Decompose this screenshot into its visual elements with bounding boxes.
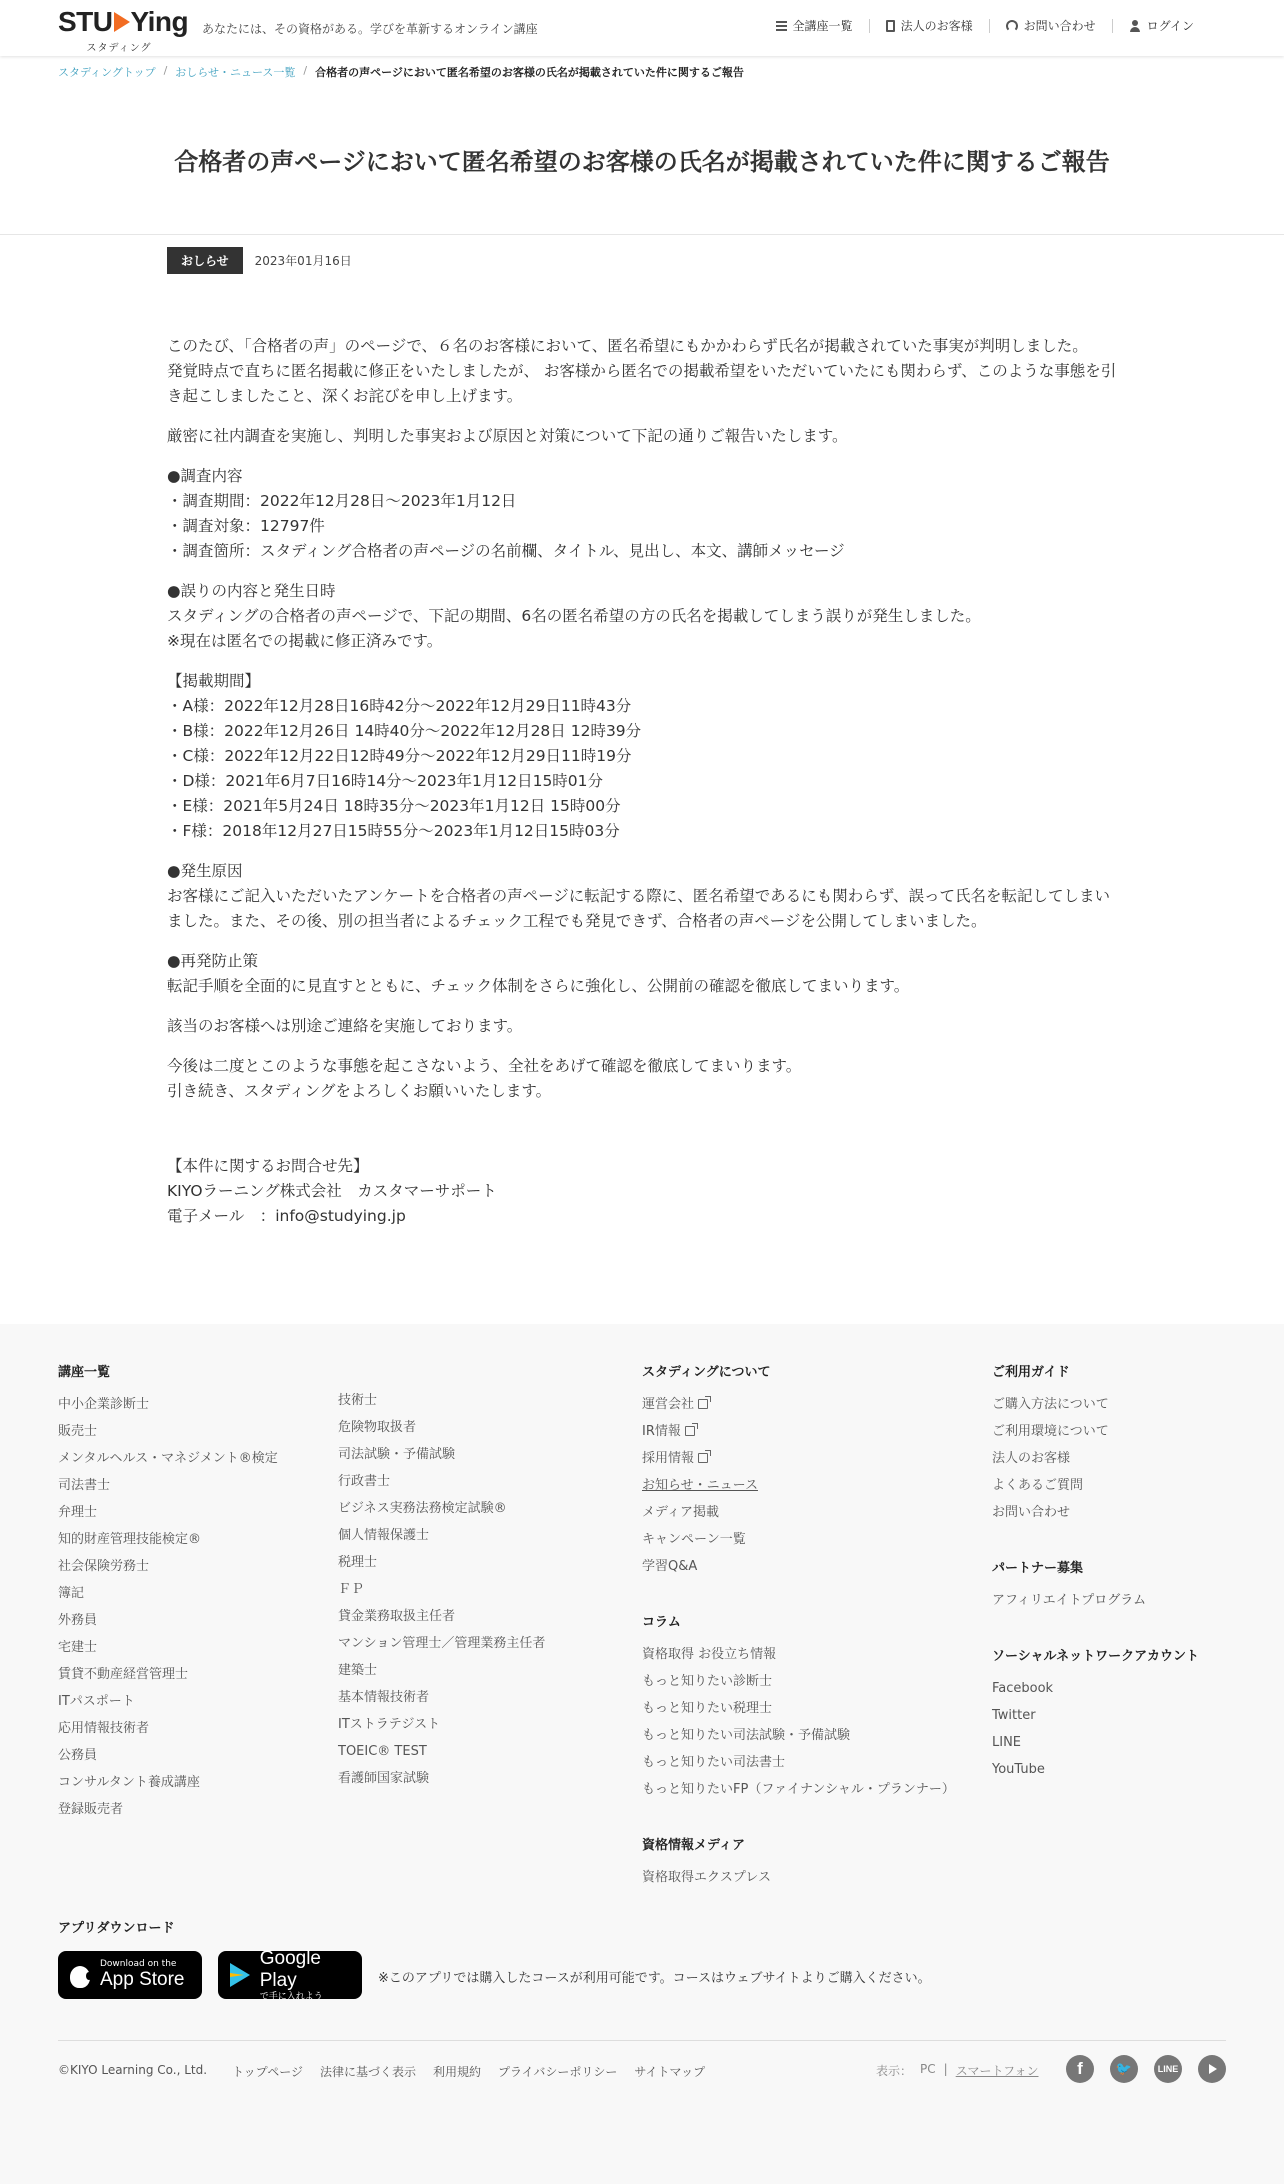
store-big-text: Google Play <box>259 1948 322 1991</box>
store-small-text: Download on the <box>100 1959 177 1969</box>
bottom-link-top[interactable]: トップページ <box>232 2065 303 2079</box>
text-line: ●調査内容 <box>167 467 243 485</box>
text-line: お客様にご記入いただいたアンケートを合格者の声ページに転記する際に、匿名希望であるにも関わらず、誤って氏名を転記してしまいました。また、その後、別の担当者によるチェック工程でも発見できず、合格者の声ページを公開してしまいました。 <box>167 887 1111 930</box>
external-link-icon <box>685 1426 695 1436</box>
footer-courses-col2 <box>338 1361 545 1792</box>
headset-icon <box>1006 20 1018 32</box>
store-text <box>100 1959 185 1991</box>
footer-course-link[interactable]: 行政書士 <box>338 1474 391 1489</box>
store-small-text: で手に入れよう <box>259 1992 323 2002</box>
footer-column-link[interactable]: もっと知りたい司法試験・予備試験 <box>642 1728 851 1743</box>
google-play-button[interactable] <box>218 1948 362 2002</box>
footer-course-link[interactable]: ＦＰ <box>338 1582 365 1597</box>
article-paragraph <box>167 1014 1117 1039</box>
view-pc: PC <box>920 2062 936 2076</box>
text-line: ●誤りの内容と発生日時 <box>167 582 336 600</box>
logo-text-end: Ying <box>130 6 189 37</box>
text-line: ●発生原因 <box>167 862 243 880</box>
facebook-icon[interactable]: f <box>1066 2055 1094 2083</box>
footer-course-link[interactable]: 公務員 <box>58 1748 98 1763</box>
text-line: ※現在は匿名での掲載に修正済みです。 <box>167 632 443 650</box>
site-header <box>0 0 1284 56</box>
store-text <box>260 1948 362 2002</box>
nav-login[interactable] <box>1112 19 1210 33</box>
title-area <box>0 80 1284 235</box>
footer-column-link[interactable]: もっと知りたい診断士 <box>642 1674 773 1689</box>
footer-course-link[interactable]: 看護師国家試験 <box>338 1771 430 1786</box>
footer-list <box>992 1675 1199 1783</box>
user-icon <box>1129 20 1141 32</box>
link-label: 運営会社 <box>642 1397 695 1412</box>
nav-contact[interactable] <box>989 19 1112 33</box>
footer-guide-col <box>992 1361 1199 1783</box>
footer-course-link[interactable]: 基本情報技術者 <box>338 1690 430 1705</box>
footer-column-link[interactable]: もっと知りたい司法書士 <box>642 1755 786 1770</box>
nav-label: ログイン <box>1146 19 1194 33</box>
app-download-heading: アプリダウンロード <box>58 1921 175 1936</box>
footer-link-company[interactable] <box>642 1391 955 1418</box>
footer-about-col <box>642 1361 955 1891</box>
store-big-text: App Store <box>100 1969 185 1990</box>
footer-sns-link[interactable]: YouTube <box>992 1762 1045 1777</box>
footer-heading: 資格情報メディア <box>642 1838 745 1853</box>
text-line: ●再発防止策 <box>167 952 259 970</box>
app-note: ※このアプリでは購入したコースが利用可能です。コースはウェブサイトよりご購入ください。 <box>378 1971 931 1986</box>
footer-course-link[interactable]: 宅建士 <box>58 1640 98 1655</box>
footer-list <box>642 1391 955 1580</box>
footer-heading: ご利用ガイド <box>992 1365 1070 1380</box>
footer-course-link[interactable]: 司法試験・予備試験 <box>338 1447 456 1462</box>
bottom-link-sitemap[interactable]: サイトマップ <box>634 2065 706 2079</box>
text-line: 今後は二度とこのような事態を起こさないよう、全社をあげて確認を徹底してまいります。 <box>167 1057 802 1075</box>
publish-date: 2023年01月16日 <box>254 254 352 268</box>
twitter-icon[interactable]: 🐦 <box>1110 2055 1138 2083</box>
text-line: ・調査対象：12797件 <box>167 517 325 535</box>
footer-link-media[interactable]: メディア掲載 <box>642 1505 719 1520</box>
article-paragraph <box>167 1054 1117 1104</box>
footer-link-news[interactable]: お知らせ・ニュース <box>642 1478 758 1493</box>
article-paragraph <box>167 579 1117 654</box>
bottom-link-privacy[interactable]: プライバシーポリシー <box>497 2065 618 2079</box>
breadcrumb-separator: / <box>163 64 168 77</box>
view-divider: | <box>943 2062 948 2076</box>
bottom-link-legal[interactable]: 法律に基づく表示 <box>319 2065 416 2079</box>
nav-label: 全講座一覧 <box>792 19 853 33</box>
external-link-icon <box>698 1399 708 1409</box>
logo-subtitle: スタディング <box>86 43 152 54</box>
text-line: ・調査期間：2022年12月28日～2023年1月12日 <box>167 492 517 510</box>
footer-guide-link[interactable]: お問い合わせ <box>992 1505 1071 1520</box>
text-line: 厳密に社内調査を実施し、判明した事実および原因と対策について下記の通りご報告いたします。 <box>167 427 848 445</box>
contact-block <box>167 1154 1117 1229</box>
footer-heading: スタディングについて <box>642 1365 771 1380</box>
external-link-icon <box>698 1453 708 1463</box>
category-badge: おしらせ <box>167 247 243 274</box>
breadcrumb-news[interactable]: おしらせ・ニュース一覧 <box>175 66 296 79</box>
breadcrumb <box>58 64 744 80</box>
article-paragraph <box>167 334 1117 409</box>
footer-courses-col1 <box>58 1361 278 1823</box>
footer-course-link[interactable]: 危険物取扱者 <box>338 1420 417 1435</box>
footer-guide-link[interactable]: ご利用環境について <box>992 1424 1109 1439</box>
view-smartphone-link[interactable]: スマートフォン <box>955 2064 1039 2078</box>
text-line: ・調査箇所：スタディング合格者の声ページの名前欄、タイトル、見出し、本文、講師メッセージ <box>167 542 845 560</box>
text-line: 引き続き、スタディングをよろしくお願いいたします。 <box>167 1082 552 1100</box>
footer-course-link[interactable]: メンタルヘルス・マネジメント®検定 <box>58 1451 278 1466</box>
youtube-icon[interactable] <box>1198 2055 1226 2083</box>
text-line: ・F様：2018年12月27日15時55分～2023年1月12日15時03分 <box>167 822 620 840</box>
footer-list <box>992 1391 1199 1526</box>
text-line: KIYOラーニング株式会社 カスタマーサポート <box>167 1182 497 1200</box>
footer-course-link[interactable]: ビジネス実務法務検定試験® <box>338 1501 507 1516</box>
list-icon <box>776 21 787 31</box>
article-paragraph <box>167 669 1117 844</box>
logo-text-start: STU <box>58 6 113 37</box>
apple-icon <box>70 1962 92 1988</box>
footer-course-link[interactable]: TOEIC® TEST <box>338 1744 427 1759</box>
building-icon <box>886 20 895 32</box>
view-switch <box>876 2062 1039 2079</box>
text-line: ・A様：2022年12月28日16時42分～2022年12月29日11時43分 <box>167 697 632 715</box>
footer-course-link[interactable]: 簿記 <box>58 1586 85 1601</box>
copyright-text: ©KIYO Learning Co., Ltd. <box>58 2063 208 2077</box>
footer-course-link[interactable]: 販売士 <box>58 1424 98 1439</box>
footer-divider <box>58 2040 1226 2041</box>
footer-course-link[interactable]: ITストラテジスト <box>338 1717 441 1732</box>
google-play-icon <box>230 1962 252 1988</box>
footer-course-link[interactable]: 税理士 <box>338 1555 378 1570</box>
footer-column-link[interactable]: 資格取得 お役立ち情報 <box>642 1647 777 1662</box>
footer-column-link[interactable]: もっと知りたい税理士 <box>642 1701 773 1716</box>
text-line: 転記手順を全面的に見直すとともに、チェック体制をさらに強化し、公開前の確認を徹底してまいります。 <box>167 977 910 995</box>
link-label: IR情報 <box>642 1424 681 1439</box>
footer-course-link[interactable]: 登録販売者 <box>58 1802 124 1817</box>
footer-partner-link[interactable]: アフィリエイトプログラム <box>992 1593 1147 1608</box>
footer-course-link[interactable]: 建築士 <box>338 1663 378 1678</box>
footer-course-link[interactable]: 技術士 <box>338 1393 378 1408</box>
footer-course-link[interactable]: 賃貸不動産経営管理士 <box>58 1667 189 1682</box>
header-nav <box>760 19 1210 33</box>
footer-course-link[interactable]: 応用情報技術者 <box>58 1721 150 1736</box>
footer-heading: コラム <box>642 1615 681 1630</box>
footer-guide-link[interactable]: よくあるご質問 <box>992 1478 1084 1493</box>
nav-label: 法人のお客様 <box>900 19 973 33</box>
nav-corporate[interactable] <box>869 19 989 33</box>
footer-column-link[interactable]: もっと知りたいFP（ファイナンシャル・プランナー） <box>642 1782 955 1797</box>
footer-link-ir[interactable] <box>642 1418 955 1445</box>
text-line: 【本件に関するお問合せ先】 <box>167 1157 369 1175</box>
text-line: スタディングの合格者の声ページで、下記の期間、6名の匿名希望の方の氏名を掲載してしまう誤りが発生しました。 <box>167 607 981 625</box>
breadcrumb-current: 合格者の声ページにおいて匿名希望のお客様の氏名が掲載されていた件に関するご報告 <box>315 66 744 79</box>
footer-list <box>642 1864 955 1891</box>
header-tagline: あなたには、その資格がある。学びを革新するオンライン講座 <box>202 22 538 36</box>
footer-course-link[interactable]: コンサルタント養成講座 <box>58 1775 200 1790</box>
studying-logo[interactable] <box>58 6 189 54</box>
text-line: ・D様：2021年6月7日16時14分～2023年1月12日15時01分 <box>167 772 604 790</box>
footer-course-link[interactable]: 知的財産管理技能検定® <box>58 1532 202 1547</box>
text-line: 発覚時点で直ちに匿名掲載に修正をいたしましたが、 お客様から匿名での掲載希望をいただいていたにも関わらず、このような事態を引き起こしましたこと、深くお詫びを申し上げます。 <box>167 362 1117 405</box>
footer-course-link[interactable]: 弁理士 <box>58 1505 98 1520</box>
article-paragraph <box>167 859 1117 934</box>
article-paragraph <box>167 424 1117 449</box>
nav-label: お問い合わせ <box>1023 19 1096 33</box>
view-label: 表示： <box>876 2064 913 2078</box>
footer-course-link[interactable]: 貸金業務取扱主任者 <box>338 1609 456 1624</box>
footer-sns-link[interactable]: Facebook <box>992 1681 1054 1696</box>
breadcrumb-home[interactable]: スタディングトップ <box>58 66 156 79</box>
text-line: ・C様：2022年12月22日12時49分～2022年12月29日11時19分 <box>167 747 632 765</box>
footer-heading: ソーシャルネットワークアカウント <box>992 1649 1199 1664</box>
footer-course-link[interactable]: 社会保険労務士 <box>58 1559 150 1574</box>
article-meta <box>167 247 352 274</box>
footer-sns-link[interactable]: LINE <box>992 1735 1022 1750</box>
footer-heading: パートナー募集 <box>992 1561 1084 1576</box>
page-title: 合格者の声ページにおいて匿名希望のお客様の氏名が掲載されていた件に関するご報告 <box>174 148 1110 176</box>
text-line: 該当のお客様へは別途ご連絡を実施しております。 <box>167 1017 523 1035</box>
text-line: ・B様：2022年12月26日 14時40分～2022年12月28日 12時39分 <box>167 722 642 740</box>
article-body <box>167 334 1117 1244</box>
social-icons <box>1066 2055 1226 2083</box>
play-icon <box>114 12 130 32</box>
footer-course-link[interactable]: ITパスポート <box>58 1694 135 1709</box>
footer-course-link[interactable]: 司法書士 <box>58 1478 111 1493</box>
footer-list <box>58 1391 278 1823</box>
footer-list <box>992 1587 1199 1614</box>
line-icon[interactable]: LINE <box>1154 2055 1182 2083</box>
footer-guide-link[interactable]: ご購入方法について <box>992 1397 1109 1412</box>
footer-list <box>642 1641 955 1803</box>
article-paragraph <box>167 464 1117 564</box>
footer-course-link[interactable]: マンション管理士／管理業務主任者 <box>338 1636 546 1651</box>
footer-media-link[interactable]: 資格取得エクスプレス <box>642 1870 771 1885</box>
footer-link-campaign[interactable]: キャンペーン一覧 <box>642 1532 746 1547</box>
footer-bottom-links <box>58 2063 705 2080</box>
nav-all-courses[interactable] <box>760 19 869 33</box>
footer-course-link[interactable]: 外務員 <box>58 1613 98 1628</box>
bottom-link-terms[interactable]: 利用規約 <box>432 2065 481 2079</box>
contact-email: 電子メール ：info@studying.jp <box>167 1207 406 1225</box>
text-line: ・E様：2021年5月24日 18時35分～2023年1月12日 15時00分 <box>167 797 621 815</box>
footer-course-link[interactable]: 個人情報保護士 <box>338 1528 430 1543</box>
footer-heading: 講座一覧 <box>58 1365 111 1380</box>
footer-guide-link[interactable]: 法人のお客様 <box>992 1451 1071 1466</box>
breadcrumb-separator: / <box>303 64 308 77</box>
text-line: このたび、「合格者の声」のページで、６名のお客様において、匿名希望にもかかわらず氏名が掲載されていた事実が判明しました。 <box>167 337 1088 355</box>
link-label: 採用情報 <box>642 1451 695 1466</box>
footer-sns-link[interactable]: Twitter <box>992 1708 1036 1723</box>
article-paragraph <box>167 949 1117 999</box>
footer-list <box>338 1387 545 1792</box>
app-store-button[interactable] <box>58 1951 202 1999</box>
footer-link-qa[interactable]: 学習Q&A <box>642 1559 698 1574</box>
footer-link-recruit[interactable] <box>642 1445 955 1472</box>
footer-course-link[interactable]: 中小企業診断士 <box>58 1397 150 1412</box>
text-line: 【掲載期間】 <box>167 672 261 690</box>
